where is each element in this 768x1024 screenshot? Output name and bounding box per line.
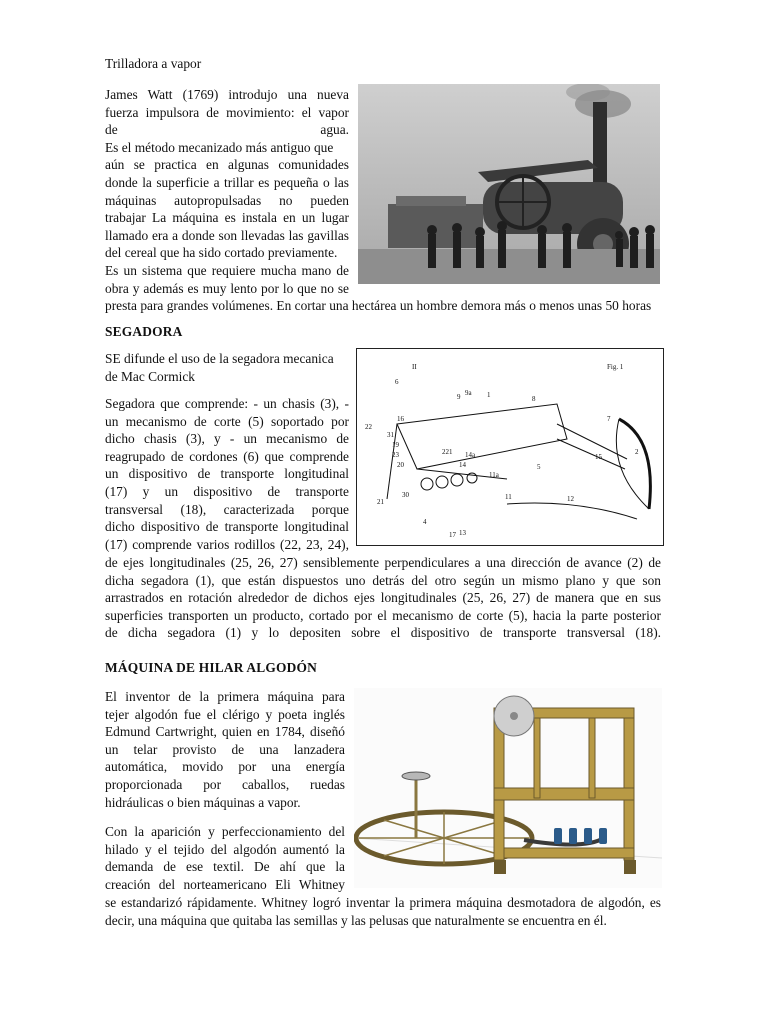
diagram-label: II bbox=[412, 363, 417, 371]
hilar-paragraph-full bbox=[105, 894, 661, 929]
text-line: Es el método mecanizado más antiguo que bbox=[105, 139, 334, 155]
diagram-label: 7 bbox=[607, 415, 611, 423]
steam-thresher-photo bbox=[358, 84, 660, 284]
diagram-label: 30 bbox=[402, 491, 409, 499]
text-line: trabajar La máquina es instala en un lugar bbox=[105, 210, 349, 226]
hilar-paragraph-2 bbox=[105, 823, 345, 893]
text-line: reagrupado de cordones (6) que comprende bbox=[105, 448, 349, 464]
text-line: hidráulicas o bien máquinas a vapor. bbox=[105, 794, 301, 810]
text-line: llamado era a donde son llevadas las gavillas bbox=[105, 227, 349, 243]
diagram-label: 6 bbox=[395, 378, 399, 386]
reaper-patent-diagram bbox=[356, 348, 664, 546]
segadora-intro bbox=[105, 350, 349, 385]
diagram-label: 11a bbox=[489, 471, 499, 479]
text-line: de agua. bbox=[105, 122, 349, 138]
text-line: (17) y un dispositivo de transporte bbox=[105, 483, 349, 499]
text-line: se estandarizó rápidamente. Whitney logró inventar la primera máquina desmotadora de algodón, es bbox=[105, 895, 661, 910]
diagram-label: 2 bbox=[635, 448, 639, 456]
section-heading-hilar: MÁQUINA DE HILAR ALGODÓN bbox=[105, 660, 318, 675]
text-line: demanda de ese textil. De ahí que la bbox=[105, 859, 345, 875]
text-line: (17) comprende varios rodillos (22, 23, 24), bbox=[105, 536, 349, 552]
text-line: del cereal que ha sido cortado previamente. bbox=[105, 245, 338, 261]
diagram-label: 221 bbox=[442, 448, 453, 456]
text-line: obra y además es muy lento por lo que no se bbox=[105, 280, 349, 296]
diagram-label: 9a bbox=[465, 389, 472, 397]
diagram-label: 19 bbox=[392, 441, 399, 449]
text-line: dicho chasis (3), y - un mecanismo de bbox=[105, 431, 349, 447]
text-line: creación del norteamericano Eli Whitney bbox=[105, 876, 345, 892]
diagram-label: 15 bbox=[595, 453, 602, 461]
text-line: donde la superficie a trillar es pequeña o las bbox=[105, 174, 349, 190]
text-line: decir, una máquina que quitaba las semillas y las pelusas que naturalmente se encuentra en él. bbox=[105, 912, 607, 928]
text-line: de Mac Cormick bbox=[105, 368, 195, 384]
text-line: dicha segadora (1), que están dispuestos uno detrás del otro según un mismo plano y que son bbox=[105, 572, 661, 588]
section-heading-segadora: SEGADORA bbox=[105, 324, 183, 339]
text-line: El inventor de la primera máquina para bbox=[105, 689, 345, 704]
text-line: un dispositivo de transporte longitudinal bbox=[105, 466, 349, 482]
diagram-label: 4 bbox=[423, 518, 427, 526]
text-line: Edmund Cartwright, quien en 1784, diseñó bbox=[105, 724, 345, 740]
spinning-machine-image bbox=[354, 688, 662, 888]
text-line: proporcionada por caballos, ruedas bbox=[105, 776, 345, 792]
diagram-label: 31 bbox=[387, 431, 394, 439]
section-title-trilladora: Trilladora a vapor bbox=[105, 56, 202, 71]
hilar-paragraph-1 bbox=[105, 688, 345, 811]
segadora-paragraph-full bbox=[105, 554, 661, 642]
diagram-label: 20 bbox=[397, 461, 404, 469]
diagram-label: 5 bbox=[537, 463, 541, 471]
text-line: arrastrados en rotación alrededor de dichos ejes longitudinales (25, 26, 27) de manera que en sus bbox=[105, 590, 661, 606]
text-line: automática, movido por una energía bbox=[105, 759, 345, 775]
diagram-label: 13 bbox=[459, 529, 466, 537]
diagram-label: 14a bbox=[465, 451, 476, 459]
text-line: un mecanismo de corte (5) soportado por bbox=[105, 413, 349, 429]
text-line: hilado y el tejido del algodón aumentó la bbox=[105, 841, 345, 857]
diagram-label: 11 bbox=[505, 493, 512, 501]
text-line: máquinas autopropulsadas no pueden bbox=[105, 192, 349, 208]
text-line: Segadora que comprende: - un chasis (3), - bbox=[105, 396, 349, 411]
text-line-full: presta para grandes volúmenes. En cortar una hectárea un hombre demora más o menos unas 50 horas bbox=[105, 298, 652, 313]
diagram-label: 12 bbox=[567, 495, 574, 503]
diagram-label: 16 bbox=[397, 415, 404, 423]
text-line: dicho dispositivo de transporte longitudinal bbox=[105, 519, 349, 535]
segadora-paragraph bbox=[105, 395, 349, 553]
text-line: un telar provisto de una lanzadera bbox=[105, 741, 345, 757]
text-line: tejer algodón fue el clérigo y poeta inglés bbox=[105, 706, 345, 722]
text-line: de dicha segadora (1) y lo depositen sobre el dispositivo de transporte transversal (18). bbox=[105, 625, 661, 641]
text-line: fuerza impulsora de movimiento: el vapor bbox=[105, 104, 349, 120]
diagram-label: 21 bbox=[377, 498, 384, 506]
text-line: Es un sistema que requiere mucha mano de bbox=[105, 262, 349, 278]
diagram-label: 9 bbox=[457, 393, 461, 401]
text-line: superficies transporten un producto, cortado por el mecanismo de corte (5), hacia la parte posterior bbox=[105, 607, 661, 623]
diagram-label: 1 bbox=[487, 391, 491, 399]
diagram-label: 17 bbox=[449, 531, 456, 539]
diagram-label: 8 bbox=[532, 395, 536, 403]
text-line: transversal (18), caracterizada porque bbox=[105, 501, 349, 517]
diagram-label: Fig. 1 bbox=[607, 363, 624, 371]
diagram-label: 14 bbox=[459, 461, 466, 469]
text-line: James Watt (1769) introdujo una nueva bbox=[105, 87, 349, 102]
diagram-label: 23 bbox=[392, 451, 399, 459]
trilladora-paragraph bbox=[105, 86, 349, 297]
text-line: de ejes longitudinales (25, 26, 27) sensiblemente perpendiculares a una dirección de avance (2) de bbox=[105, 555, 661, 570]
text-line: Con la aparición y perfeccionamiento del bbox=[105, 824, 345, 839]
text-line: aún se practica en algunas comunidades bbox=[105, 157, 349, 173]
diagram-label: 22 bbox=[365, 423, 372, 431]
text-line: SE difunde el uso de la segadora mecanica bbox=[105, 351, 334, 366]
